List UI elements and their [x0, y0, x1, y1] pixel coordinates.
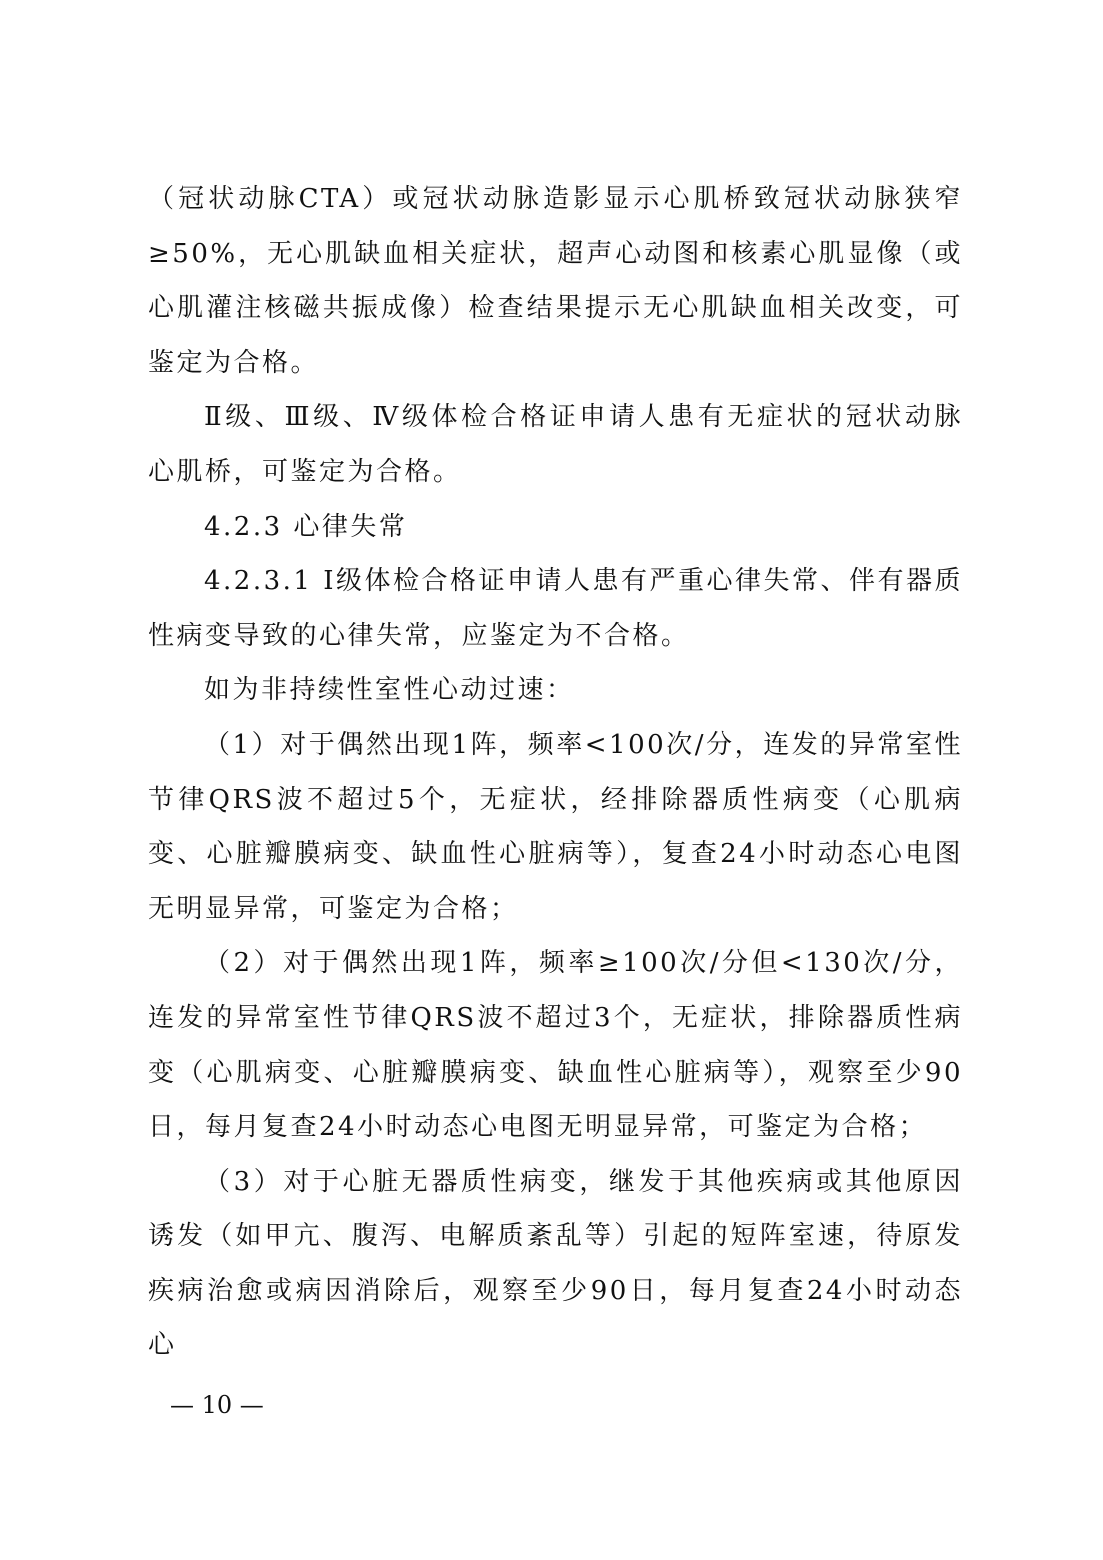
paragraph-level-2-4: Ⅱ级、Ⅲ级、Ⅳ级体检合格证申请人患有无症状的冠状动脉心肌桥，可鉴定为合格。	[148, 402, 963, 487]
paragraph-4-2-3-1: 4.2.3.1 Ⅰ级体检合格证申请人患有严重心律失常、伴有器质性病变导致的心律失常，应鉴定为不合格。	[148, 566, 963, 651]
list-item-2: （2）对于偶然出现1阵，频率≥100次/分但<130次/分，连发的异常室性节律QRS波不超过3个，无症状，排除器质性病变（心肌病变、心脏瓣膜病变、缺血性心脏病等），观察至少90日，每月复查24小时动态心电图无明显异常，可鉴定为合格；	[148, 948, 963, 1143]
list-item-1: （1）对于偶然出现1阵，频率<100次/分，连发的异常室性节律QRS波不超过5个，无症状，经排除器质性病变（心肌病变、心脏瓣膜病变、缺血性心脏病等），复查24小时动态心电图无明显异常，可鉴定为合格；	[148, 729, 963, 924]
paragraph-vt-intro: 如为非持续性室性心动过速：	[204, 675, 575, 706]
page-number: — 10 —	[170, 1391, 264, 1419]
list-item-3: （3）对于心脏无器质性病变，继发于其他疾病或其他原因诱发（如甲亢、腹泻、电解质紊乱等）引起的短阵室速，待原发疾病治愈或病因消除后，观察至少90日，每月复查24小时动态心	[148, 1166, 963, 1361]
paragraph-continuation: （冠状动脉CTA）或冠状动脉造影显示心肌桥致冠状动脉狭窄≥50%，无心肌缺血相关症状，超声心动图和核素心肌显像（或心肌灌注核磁共振成像）检查结果提示无心肌缺血相关改变，可鉴定为合格。	[148, 184, 963, 378]
document-body	[148, 172, 963, 1373]
section-heading-4-2-3: 4.2.3 心律失常	[204, 511, 408, 542]
